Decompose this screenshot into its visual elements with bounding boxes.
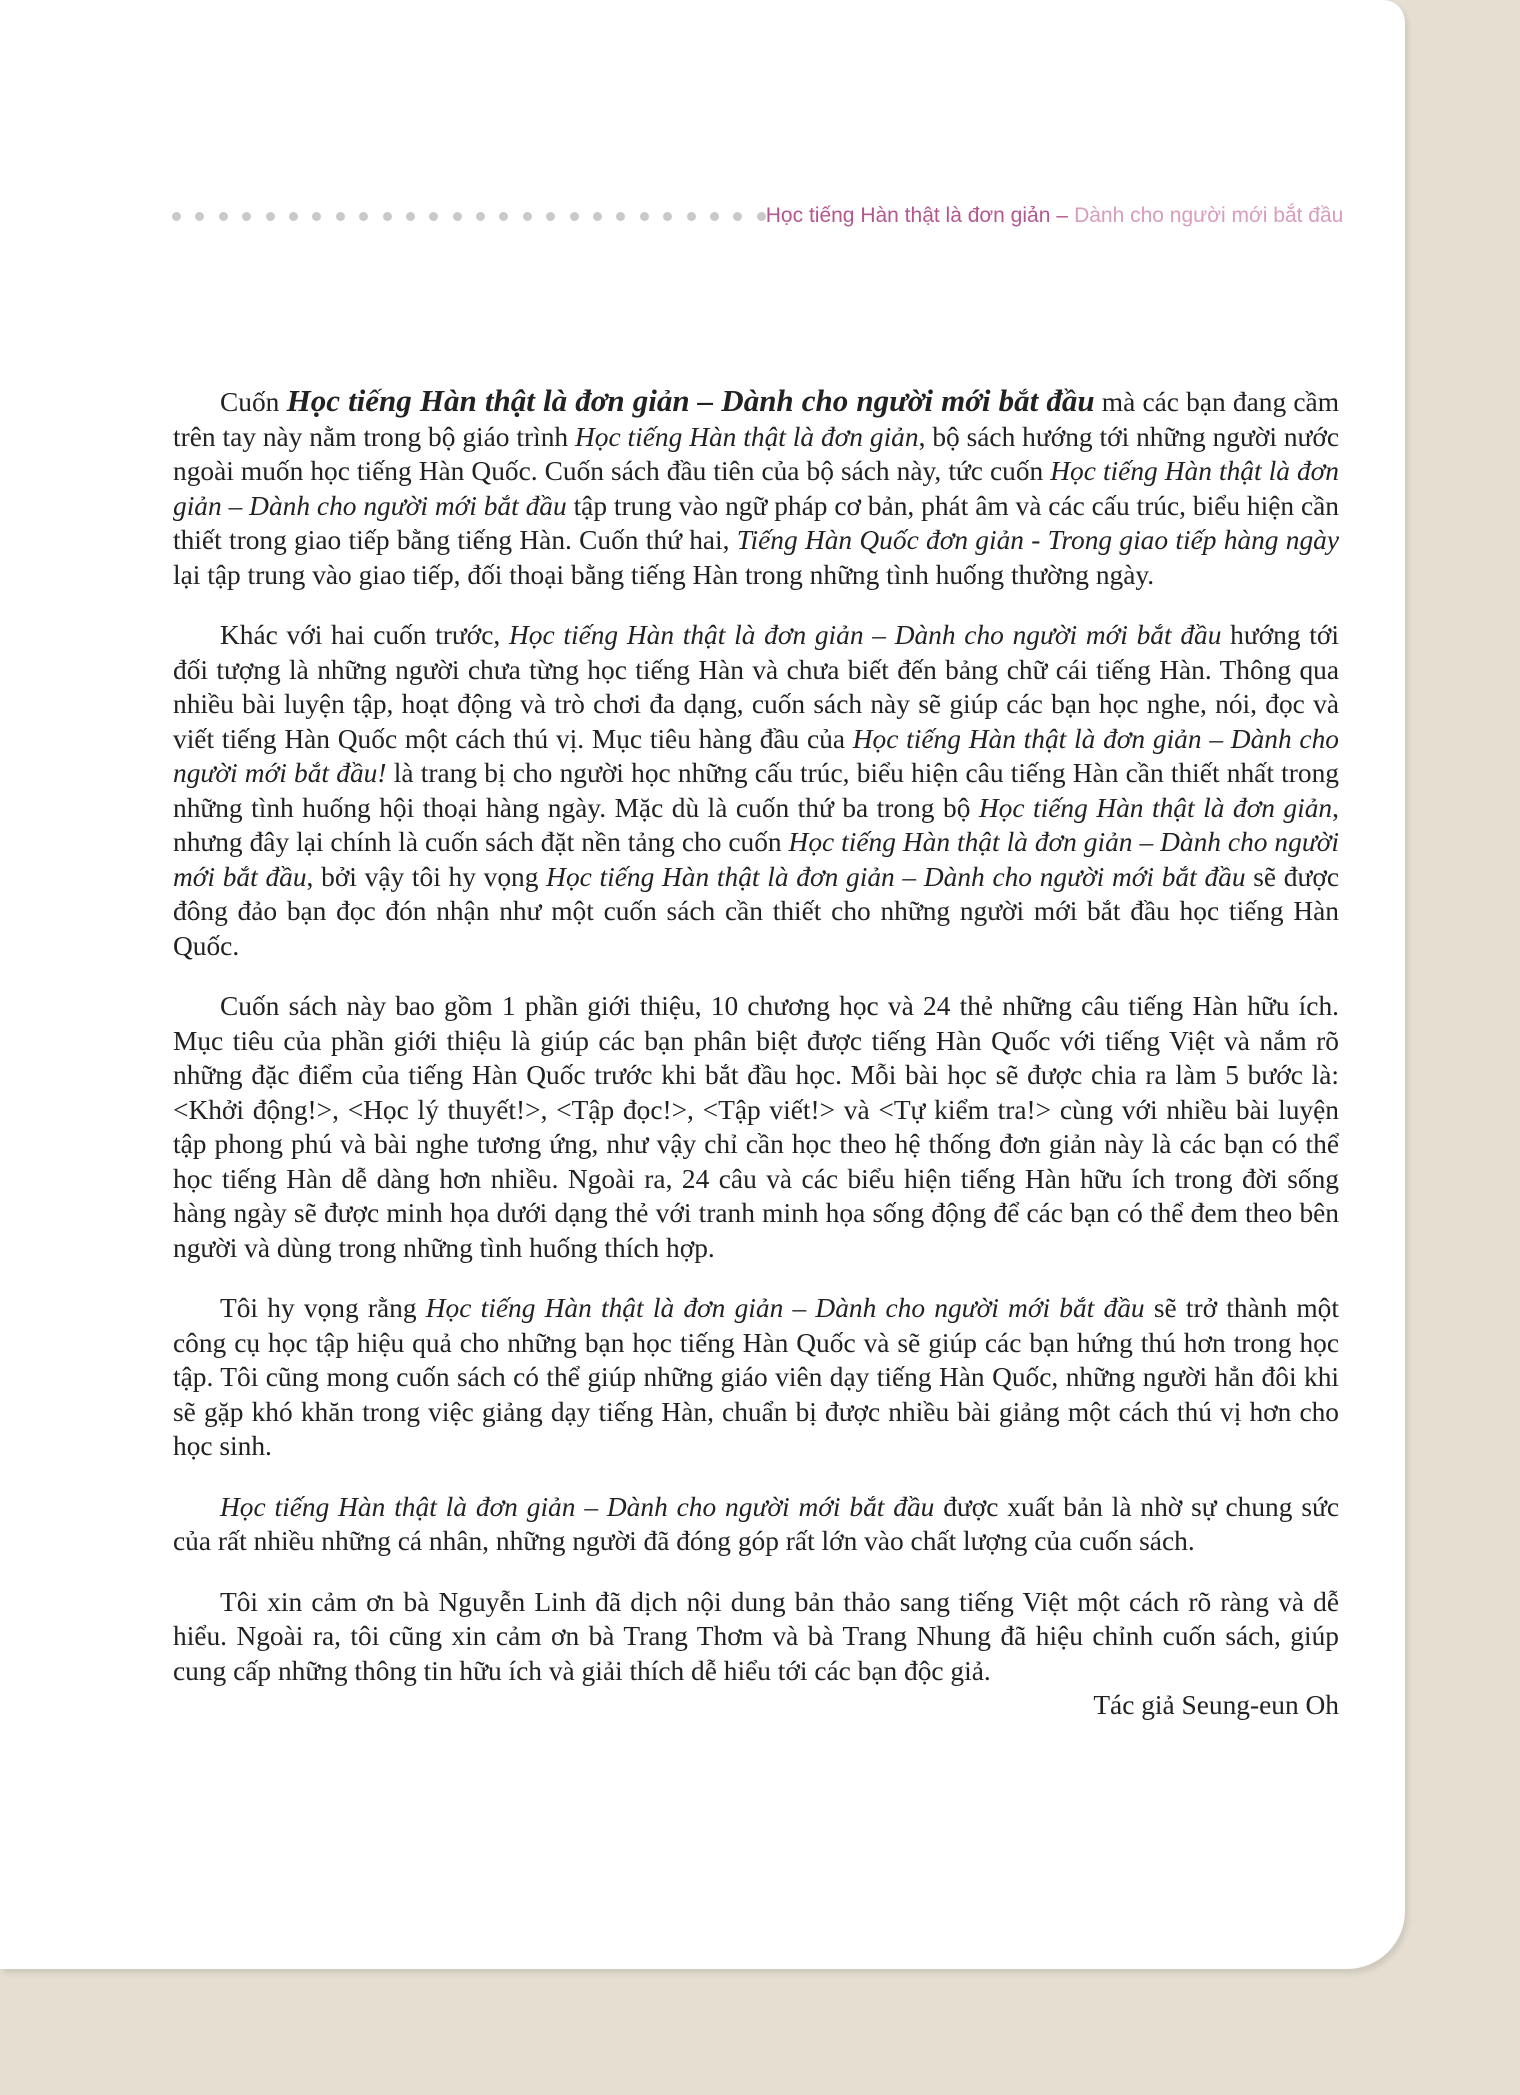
text-run: , bởi vậy tôi hy vọng — [306, 861, 547, 892]
book-title-emphasis: Học tiếng Hàn thật là đơn giản – Dành cho người mới bắt đầu — [286, 383, 1095, 418]
dot-icon — [523, 212, 532, 221]
text-run: được xuất bản là nhờ sự chung sức của rất nhiều những cá nhân, những người đã đóng góp rất lớn vào chất lượng của cuốn sách. — [173, 1491, 1339, 1556]
dot-icon — [359, 212, 368, 221]
dot-icon — [453, 212, 462, 221]
paragraph-6: Tôi xin cảm ơn bà Nguyễn Linh đã dịch nội dung bản thảo sang tiếng Việt một cách rõ ràng và dễ hiểu. Ngoài ra, tôi cũng xin cảm ơn bà Trang Thơm và bà Trang Nhung đã hiệu chỉnh cuốn sách, giúp cung cấp những thông tin hữu ích và giải thích dễ hiểu tới các bạn độc giả. — [173, 1586, 1339, 1686]
paragraph-5 — [173, 1490, 1339, 1559]
text-run: , nhưng đây lại chính là cuốn sách đặt nền tảng cho cuốn — [173, 792, 1339, 857]
book-title-italic: Học tiếng Hàn thật là đơn giản — [575, 421, 919, 452]
book-title-italic: Học tiếng Hàn thật là đơn giản – Dành cho người mới bắt đầu! — [173, 723, 1339, 788]
title-separator: – — [1056, 204, 1069, 227]
text-run: là trang bị cho người học những cấu trúc, biểu hiện câu tiếng Hàn cần thiết nhất trong những tình huống hội thoại hàng ngày. Mặc dù là cuốn thứ ba trong bộ — [173, 758, 1340, 823]
text-run: hướng tới đối tượng là những người chưa từng học tiếng Hàn và chưa biết đến bảng chữ cái tiếng Hàn. Thông qua nhiều bài luyện tập, hoạt động và trò chơi đa dạng, cuốn sách này sẽ giúp các bạn học nghe, nói, đọc và viết tiếng Hàn Quốc một cách thú vị. Mục tiêu hàng đầu của — [173, 620, 1339, 754]
book-title-italic: Học tiếng Hàn thật là đơn giản — [978, 792, 1333, 823]
dot-icon — [710, 212, 719, 221]
dot-leader — [172, 212, 766, 221]
dot-icon — [195, 212, 204, 221]
dot-icon — [406, 212, 415, 221]
dot-icon — [663, 212, 672, 221]
dot-icon — [499, 212, 508, 221]
paragraph-2 — [173, 618, 1339, 963]
dot-icon — [570, 212, 579, 221]
dot-icon — [476, 212, 485, 221]
dot-icon — [616, 212, 625, 221]
text-run: sẽ được đông đảo bạn đọc đón nhận như một cuốn sách cần thiết cho những người mới bắt đầu học tiếng Hàn Quốc. — [173, 861, 1339, 961]
book-title-italic: Học tiếng Hàn thật là đơn giản – Dành cho người mới bắt đầu — [425, 1293, 1145, 1323]
paragraph-3: Cuốn sách này bao gồm 1 phần giới thiệu, 10 chương học và 24 thẻ những câu tiếng Hàn hữu ích. Mục tiêu của phần giới thiệu là giúp các bạn phân biệt được tiếng Hàn Quốc với tiếng Việt và nắm rõ những đặc điểm của tiếng Hàn Quốc trước khi bắt đầu học. Mỗi bài học sẽ được chia ra làm 5 bước là: <Khởi động!>, <Học lý thuyết!>, <Tập đọc!>, <Tập viết!> và <Tự kiểm tra!> cùng với nhiều bài luyện tập phong phú và bài nghe tương ứng, như vậy chỉ cần học theo hệ thống đơn giản này là các bạn có thể học tiếng Hàn dễ dàng hơn nhiều. Ngoài ra, 24 câu và các biểu hiện tiếng Hàn hữu ích trong đời sống hàng ngày sẽ được minh họa dưới dạng thẻ với tranh minh họa sống động để các bạn có thể đem theo bên người và dùng trong những tình huống thích hợp. — [173, 991, 1339, 1263]
text-run: Tôi hy vọng rằng — [220, 1293, 426, 1323]
paragraph-1 — [173, 384, 1339, 592]
book-title-italic: Học tiếng Hàn thật là đơn giản – Dành cho người mới bắt đầu — [509, 620, 1222, 650]
book-title-italic: Tiếng Hàn Quốc đơn giản - Trong giao tiếp hàng ngày — [736, 525, 1339, 555]
book-title-italic: Học tiếng Hàn thật là đơn giản – Dành cho người mới bắt đầu — [546, 861, 1246, 892]
dot-icon — [383, 212, 392, 221]
text-run: lại tập trung vào giao tiếp, đối thoại bằng tiếng Hàn trong những tình huống thường ngày. — [173, 559, 1155, 590]
text-run: , bộ sách hướng tới những người nước ngoài muốn học tiếng Hàn Quốc. Cuốn sách đầu tiên của bộ sách này, tức cuốn — [173, 421, 1340, 486]
dot-icon — [640, 212, 649, 221]
dot-icon — [336, 212, 345, 221]
dot-icon — [312, 212, 321, 221]
running-header — [172, 204, 1344, 228]
paragraph-4 — [173, 1291, 1339, 1464]
book-title-italic: Học tiếng Hàn thật là đơn giản – Dành cho người mới bắt đầu — [173, 456, 1339, 521]
text-run: Khác với hai cuốn trước, — [220, 620, 509, 650]
dot-icon — [733, 212, 742, 221]
book-title-italic: Học tiếng Hàn thật là đơn giản – Dành cho người mới bắt đầu — [173, 827, 1339, 892]
text-run: Cuốn — [220, 387, 287, 417]
dot-icon — [219, 212, 228, 221]
header-text — [766, 204, 1344, 228]
dot-icon — [172, 212, 181, 221]
book-subtitle: Dành cho người mới bắt đầu — [1074, 204, 1344, 227]
dot-icon — [546, 212, 555, 221]
book-title: Học tiếng Hàn thật là đơn giản — [765, 204, 1051, 227]
dot-icon — [289, 212, 298, 221]
dot-icon — [266, 212, 275, 221]
dot-icon — [687, 212, 696, 221]
text-run: mà các bạn đang cầm trên tay này nằm trong bộ giáo trình — [173, 387, 1340, 452]
preface-body — [173, 384, 1339, 1749]
text-run: sẽ trở thành một công cụ học tập hiệu quả cho những bạn học tiếng Hàn Quốc và sẽ giúp các bạn hứng thú hơn trong học tập. Tôi cũng mong cuốn sách có thể giúp những giáo viên dạy tiếng Hàn Quốc, những người hẳn đôi khi sẽ gặp khó khăn trong việc giảng dạy tiếng Hàn, chuẩn bị được nhiều bài giảng một cách thú vị hơn cho học sinh. — [173, 1293, 1339, 1461]
author-signature: Tác giả Seung-eun Oh — [1093, 1690, 1339, 1720]
text-run: tập trung vào ngữ pháp cơ bản, phát âm và các cấu trúc, biểu hiện cần thiết trong giao tiếp bằng tiếng Hàn. Cuốn thứ hai, — [173, 490, 1339, 555]
dot-icon — [757, 212, 766, 221]
dot-icon — [593, 212, 602, 221]
book-title-italic: Học tiếng Hàn thật là đơn giản – Dành cho người mới bắt đầu — [220, 1491, 935, 1522]
dot-icon — [429, 212, 438, 221]
dot-icon — [242, 212, 251, 221]
